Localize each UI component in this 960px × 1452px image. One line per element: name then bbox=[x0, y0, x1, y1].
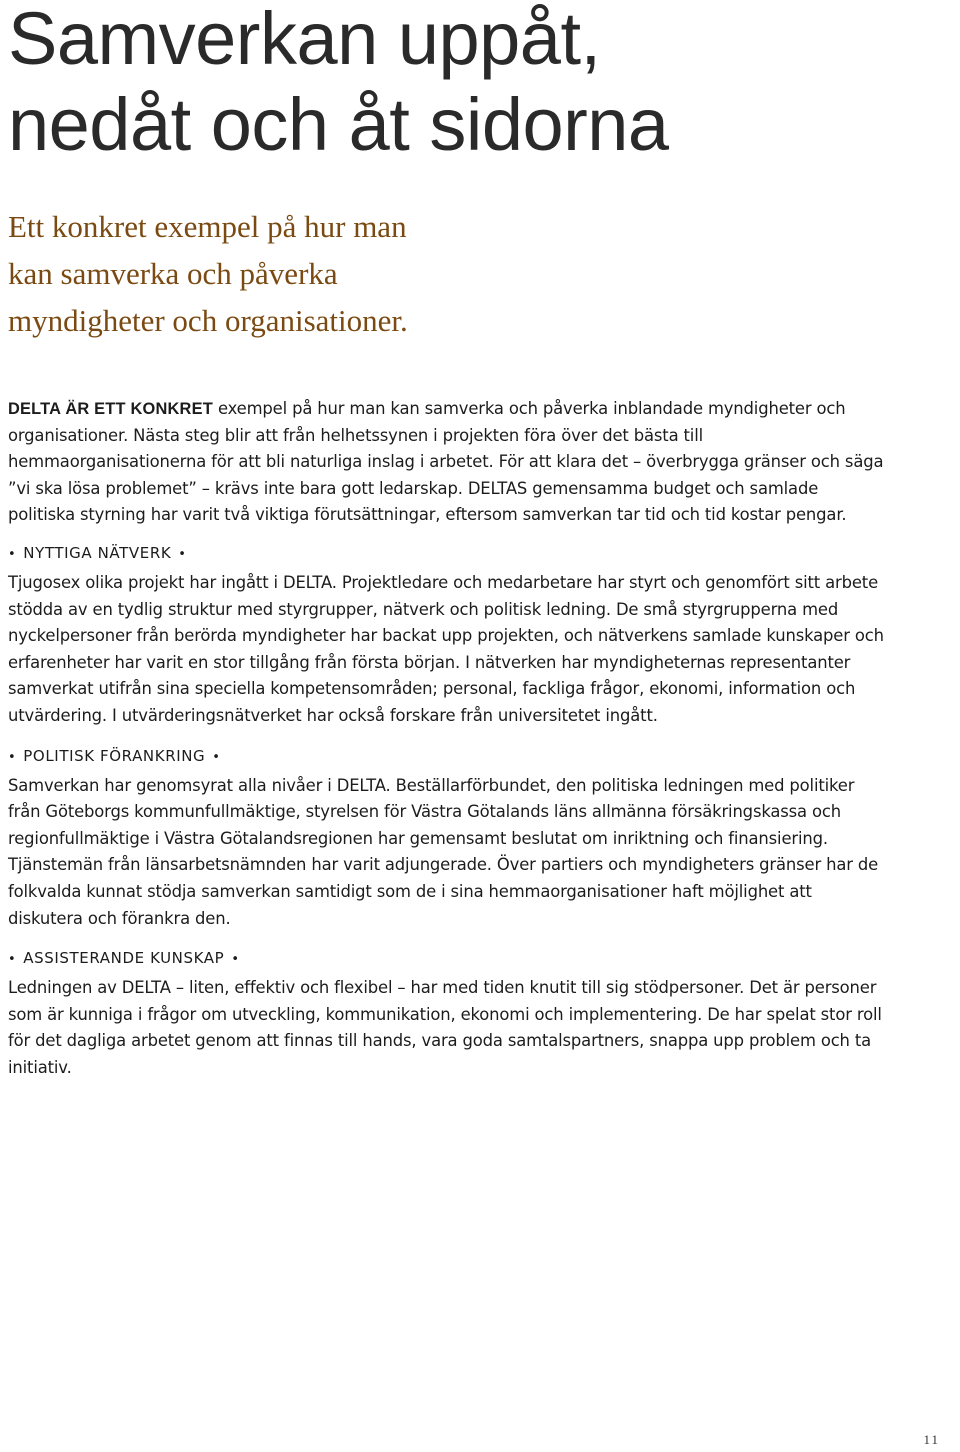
lead-paragraph bbox=[8, 203, 708, 344]
lead-line-1: Ett konkret exempel på hur man bbox=[8, 209, 407, 244]
page-number: 11 bbox=[923, 1432, 940, 1447]
section-text-assisting: Ledningen av DELTA – liten, effektiv och flexibel – har med tiden knutit till sig stödpersoner. Det är personer som är kunniga i frågor om utveckling, kommunikation, ekonomi och implementering. De har spelat stor roll för det dagliga arbetet genom att finnas till hands, vara goda samtalspartners, snappa upp problem och ta initiativ. bbox=[8, 978, 882, 1077]
intro-lede-caps: DELTA ÄR ETT KONKRET bbox=[8, 400, 213, 418]
page-title bbox=[8, 0, 928, 168]
intro-text: exempel på hur man kan samverka och påverka inblandade myndigheter och organisationer. Nästa steg blir att från helhetssynen i projekten föra över det bästa till hemmaorganisationerna för att bli naturliga inslag i arbetet. För att klara det – överbrygga gränser och säga ”vi ska lösa problemet” – krävs inte bara gott ledarskap. DELTAS gemensamma budget och samlade politiska styrning har varit två viktiga förutsättningar, eftersom samverkan tar tid och tid kostar pengar. bbox=[8, 399, 884, 525]
section-heading-networks: • NYTTIGA NÄTVERK • bbox=[8, 543, 187, 562]
lead-line-2: kan samverka och påverka bbox=[8, 256, 338, 291]
title-line-1: Samverkan uppåt, bbox=[8, 0, 601, 80]
section-heading-assisting: • ASSISTERANDE KUNSKAP • bbox=[8, 949, 240, 968]
body-text bbox=[8, 396, 888, 1081]
section-text-networks: Tjugosex olika projekt har ingått i DELTA. Projektledare och medarbetare har styrt och genomfört sitt arbete stödda av en tydlig struktur med styrgrupper, nätverk och politisk ledning. De små styrgrupperna med nyckelpersoner från berörda myndigheter har backat upp projekten, och nätverkens samlade kunskaper och erfarenheter har varit en stor tillgång från första början. I nätverken har myndigheternas representanter samverkat utifrån sina speciella kompetensområden; personal, fackliga frågor, ekonomi, information och utvärdering. I utvärderingsnätverket har också forskare från universitetet ingått. bbox=[8, 572, 884, 725]
intro-paragraph bbox=[8, 396, 888, 529]
title-line-2: nedåt och åt sidorna bbox=[8, 83, 669, 166]
lead-line-3: myndigheter och organisationer. bbox=[8, 303, 408, 338]
section-text-politics: Samverkan har genomsyrat alla nivåer i DELTA. Beställarförbundet, den politiska ledningen med politiker från Göteborgs kommunfullmäktige, styrelsen för Västra Götalands läns allmänna försäkringskassa och regionfullmäktige i Västra Götalandsregionen har gemensamt beslutat om inriktning och finansiering. Tjänstemän från länsarbetsnämnden har varit adjungerade. Över partiers och myndigheters gränser har de folkvalda kunnat stödja samverkan samtidigt som de i sina hemmaorganisationer haft möjlighet att diskutera och förankra den. bbox=[8, 775, 879, 928]
section-heading-politics: • POLITISK FÖRANKRING • bbox=[8, 746, 221, 765]
